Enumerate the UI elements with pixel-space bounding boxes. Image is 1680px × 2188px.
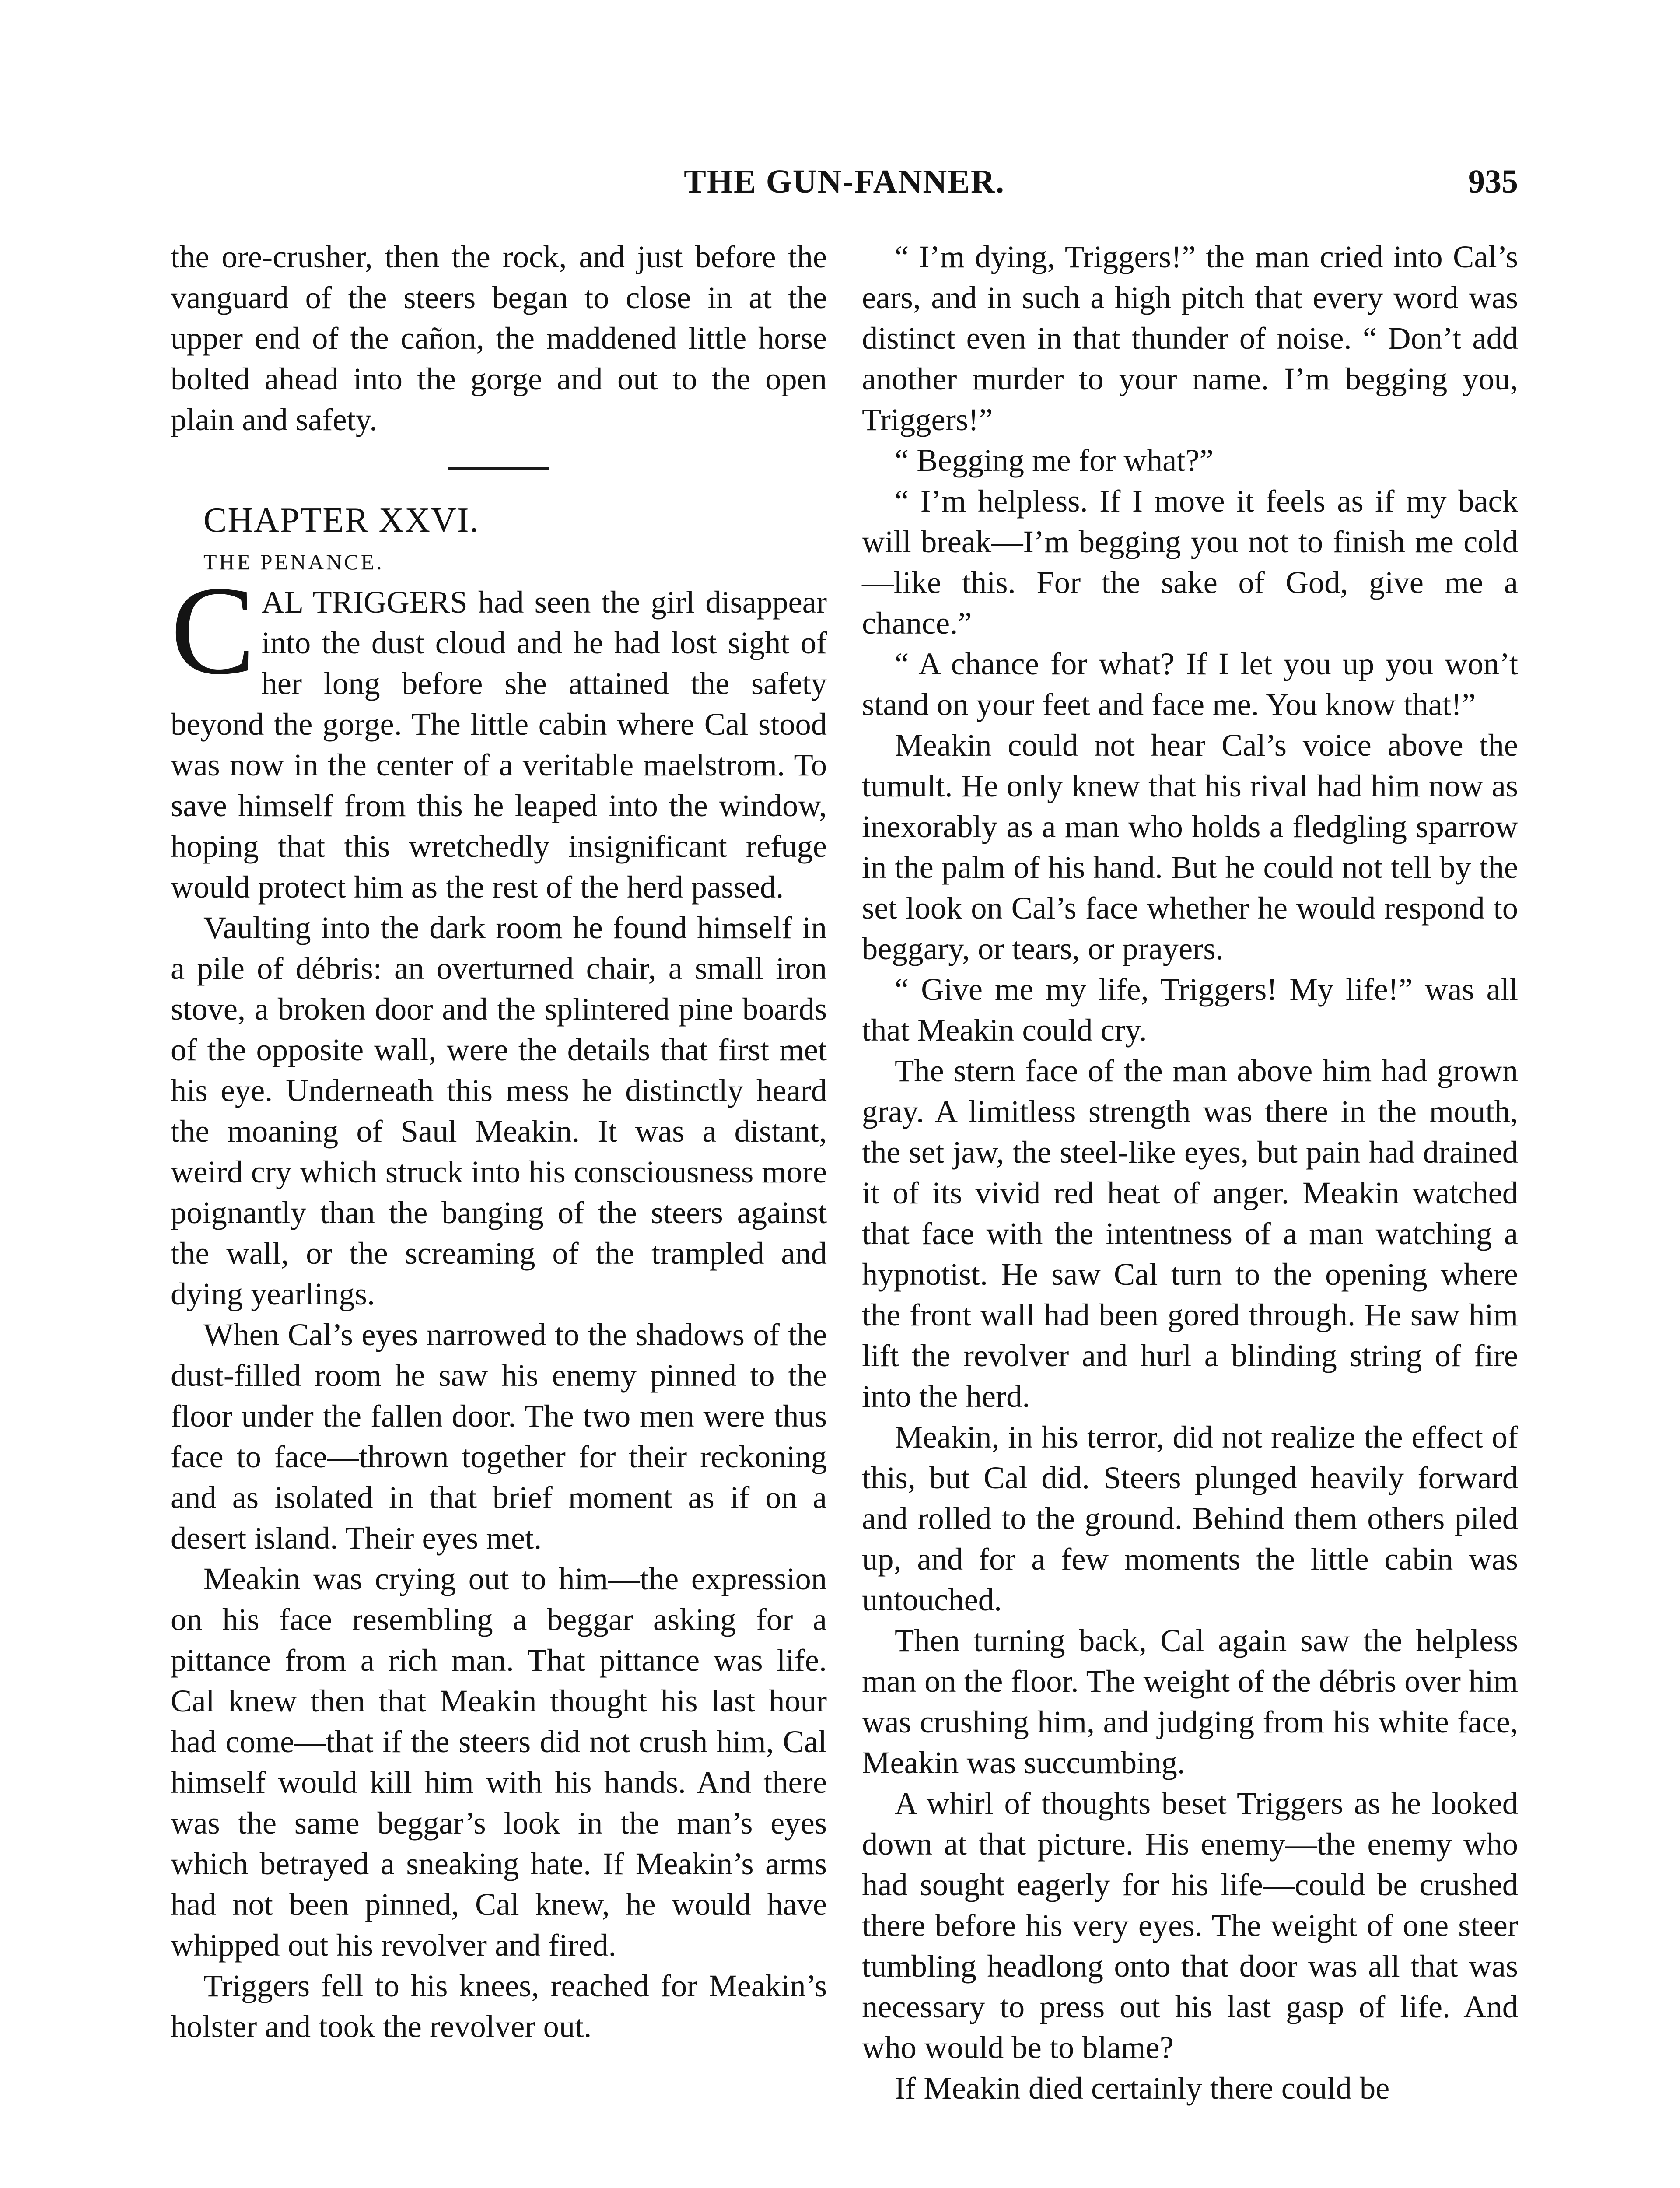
body-paragraph: Meakin was crying out to him—the expression on his face resembling a beggar asking for a pittance from a rich man. That pittance was life. Cal knew then that Meakin thought his last hour had come—that if the steers did not crush him, Cal himself would kill him with his hands. And there was the same beggar’s look in the man’s eyes which betrayed a sneaking hate. If Meakin’s arms had not been pinned, Cal knew, he would have whipped out his revolver and fired. [171,1561,827,1963]
body-paragraph: “ I’m helpless. If I move it feels as if my back will break—I’m begging you not to finish me cold—like this. For the sake of God, give me a chance.” [862,483,1518,641]
body-paragraph: Meakin could not hear Cal’s voice above the tumult. He only knew that his rival had him now as inexorably as a man who holds a fledgling sparrow in the palm of his hand. But he could not tell by the set look on Cal’s face whether he would respond to beggary, or tears, or prayers. [862,727,1518,966]
drop-cap: C [171,560,256,701]
body-paragraph: Meakin, in his terror, did not realize the effect of this, but Cal did. Steers plunged heavily forward and rolled to the ground. Behind them others piled up, and for a few moments the little cabin was untouched. [862,1419,1518,1617]
body-paragraph: “ A chance for what? If I let you up you won’t stand on your feet and face me. You know that!” [862,646,1518,722]
body-paragraph: Then turning back, Cal again saw the helpless man on the floor. The weight of the débris over him was crushing him, and judging from his white face, Meakin was succumbing. [862,1623,1518,1780]
continued-paragraph: the ore-crusher, then the rock, and just before the vanguard of the steers began to close in at the upper end of the cañon, the maddened little horse bolted ahead into the gorge and out to the open plain and safety. [171,239,827,437]
running-head [171,158,1518,210]
body-paragraph: Triggers fell to his knees, reached for Meakin’s holster and took the revolver out. [171,1968,827,2044]
body-paragraph: “ I’m dying, Triggers!” the man cried into Cal’s ears, and in such a high pitch that every word was distinct even in that thunder of noise. “ Don’t add another murder to your name. I’m begging you, Triggers!” [862,239,1518,437]
body-paragraph: If Meakin died certainly there could be [895,2070,1390,2106]
section-divider [448,467,549,470]
body-paragraph: “ Give me my life, Triggers! My life!” was all that Meakin could cry. [862,971,1518,1048]
opening-paragraph-text: AL TRIGGERS had seen the girl disappear into the dust cloud and he had lost sight of her long before she attained the safety beyond the gorge. The little cabin where Cal stood was now in the center of a veritable maelstrom. To save himself from this he leaped into the window, hoping that this wretchedly insignificant refuge would protect him as the rest of the herd passed. [171,584,827,905]
body-paragraph: “ Begging me for what?” [895,442,1214,478]
left-column [171,236,827,2047]
body-paragraph: A whirl of thoughts beset Triggers as he looked down at that picture. His enemy—the enemy who had sought eagerly for his life—could be crushed there before his very eyes. The weight of one steer tumbling headlong onto that door was all that was necessary to press out his last gasp of life. And who would be to blame? [862,1785,1518,2065]
chapter-subtitle: THE PENANCE. [203,550,384,574]
running-head-title: THE GUN-FANNER. [684,163,1005,200]
body-paragraph: The stern face of the man above him had grown gray. A limitless strength was there in the mouth, the set jaw, the steel-like eyes, but pain had drained it of its vivid red heat of anger. Meakin watched that face with the intentness of a man watching a hypnotist. He saw Cal turn to the opening where the front wall had been gored through. He saw him lift the revolver and hurl a blinding string of fire into the herd. [862,1053,1518,1414]
body-paragraph: When Cal’s eyes narrowed to the shadows of the dust-filled room he saw his enemy pinned to the floor under the fallen door. The two men were thus face to face—thrown together for their reckoning and as isolated in that brief moment as if on a desert island. Their eyes met. [171,1317,827,1556]
page-number: 935 [1468,163,1518,200]
chapter-heading: CHAPTER XXVI. [203,501,480,540]
right-column [862,236,1518,2108]
body-paragraph: Vaulting into the dark room he found himself in a pile of débris: an overturned chair, a small iron stove, a broken door and the splintered pine boards of the opposite wall, were the details that first met his eye. Underneath this mess he distinctly heard the moaning of Saul Meakin. It was a distant, weird cry which struck into his consciousness more poignantly than the banging of the steers against the wall, or the screaming of the trampled and dying yearlings. [171,910,827,1311]
